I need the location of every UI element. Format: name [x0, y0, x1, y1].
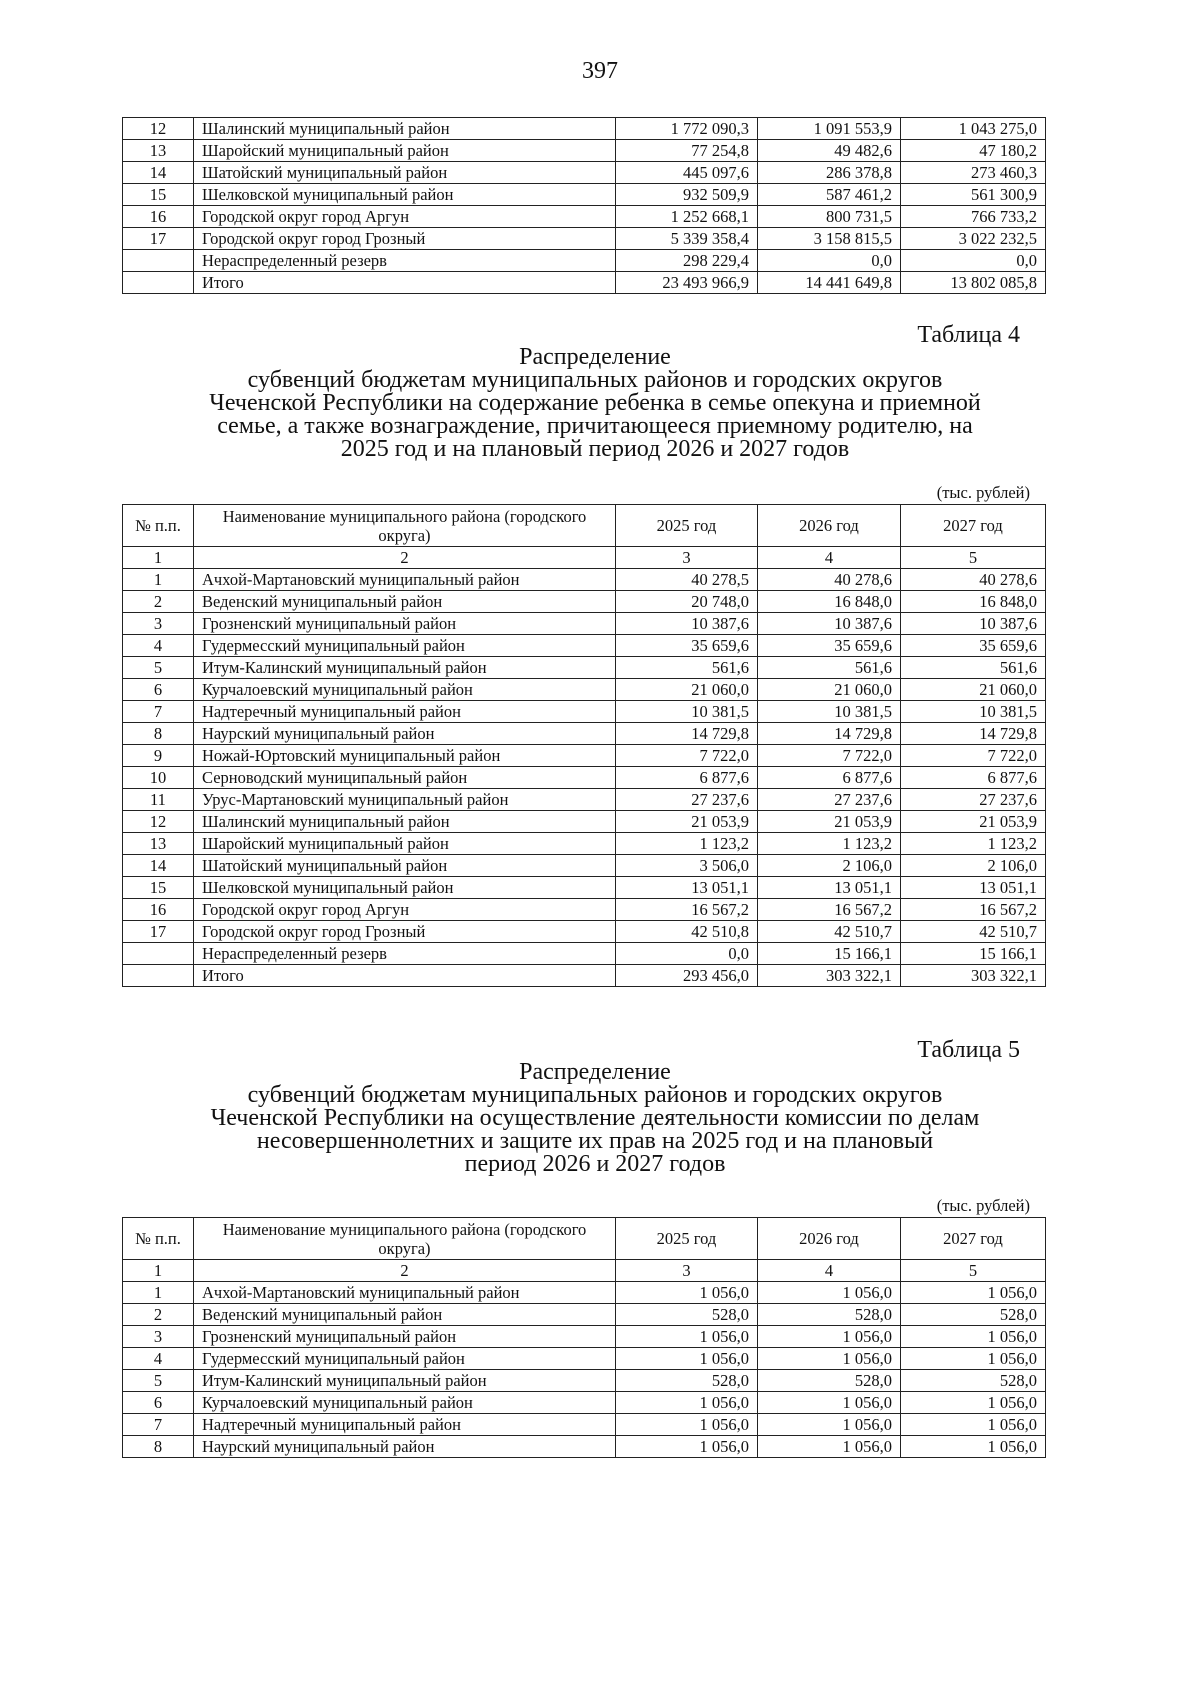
- header-name: Наименование муниципального района (городского округа): [194, 1218, 616, 1260]
- cell-y2026: 40 278,6: [758, 569, 901, 591]
- cell-y2026: 10 387,6: [758, 613, 901, 635]
- cell-name: Урус-Мартановский муниципальный район: [194, 789, 616, 811]
- header-y2025: 2025 год: [616, 505, 758, 547]
- cell-no: 3: [123, 1326, 194, 1348]
- cell-y2025: 1 056,0: [616, 1392, 758, 1414]
- cell-y2025: 27 237,6: [616, 789, 758, 811]
- cell-y2027: 273 460,3: [901, 162, 1046, 184]
- cell-y2025: 7 722,0: [616, 745, 758, 767]
- cell-no: 11: [123, 789, 194, 811]
- cell-y2027: 3 022 232,5: [901, 228, 1046, 250]
- cell-y2025: 528,0: [616, 1304, 758, 1326]
- cell-no: 15: [123, 184, 194, 206]
- cell-name: Шаройский муниципальный район: [194, 833, 616, 855]
- table-4: [122, 504, 1046, 987]
- cell-name: Ножай-Юртовский муниципальный район: [194, 745, 616, 767]
- cell-y2026: 16 567,2: [758, 899, 901, 921]
- cell-y2027: 1 056,0: [901, 1326, 1046, 1348]
- table-row: [123, 1348, 1046, 1370]
- cell-y2027: 47 180,2: [901, 140, 1046, 162]
- table-row: [123, 657, 1046, 679]
- table-row: [123, 701, 1046, 723]
- cell-name: Курчалоевский муниципальный район: [194, 1392, 616, 1414]
- cell-no: 16: [123, 206, 194, 228]
- cell-y2027: 1 056,0: [901, 1282, 1046, 1304]
- cell-y2027: 303 322,1: [901, 965, 1046, 987]
- cell-name: Надтеречный муниципальный район: [194, 701, 616, 723]
- cell-y2026: 49 482,6: [758, 140, 901, 162]
- column-index-row: [123, 1260, 1046, 1282]
- cell-y2026: 528,0: [758, 1304, 901, 1326]
- cell-y2027: 7 722,0: [901, 745, 1046, 767]
- cell-y2027: 2 106,0: [901, 855, 1046, 877]
- cell-no: 4: [123, 635, 194, 657]
- table-row: [123, 635, 1046, 657]
- cell-name: Городской округ город Грозный: [194, 921, 616, 943]
- cell-no: 5: [123, 657, 194, 679]
- cell-y2025: 1 056,0: [616, 1348, 758, 1370]
- cell-y2027: 10 387,6: [901, 613, 1046, 635]
- cell-y2025: 6 877,6: [616, 767, 758, 789]
- cell-y2027: 16 848,0: [901, 591, 1046, 613]
- table-row: [123, 162, 1046, 184]
- cell-y2026: 10 381,5: [758, 701, 901, 723]
- header-row: [123, 1218, 1046, 1260]
- column-index: 5: [901, 547, 1046, 569]
- table-4-label: Таблица 4: [917, 322, 1020, 348]
- table-row: [123, 206, 1046, 228]
- cell-y2027: 35 659,6: [901, 635, 1046, 657]
- table-row: [123, 569, 1046, 591]
- cell-no: 12: [123, 811, 194, 833]
- table-5-label: Таблица 5: [917, 1037, 1020, 1063]
- cell-y2026: 800 731,5: [758, 206, 901, 228]
- cell-no: 14: [123, 855, 194, 877]
- table-row: [123, 228, 1046, 250]
- cell-name: Серноводский муниципальный район: [194, 767, 616, 789]
- cell-y2025: 298 229,4: [616, 250, 758, 272]
- table-row: [123, 1304, 1046, 1326]
- cell-y2026: 13 051,1: [758, 877, 901, 899]
- cell-y2025: 0,0: [616, 943, 758, 965]
- cell-name: Городской округ город Аргун: [194, 206, 616, 228]
- cell-name: Городской округ город Грозный: [194, 228, 616, 250]
- cell-y2025: 932 509,9: [616, 184, 758, 206]
- table-row: [123, 899, 1046, 921]
- column-index-row: [123, 547, 1046, 569]
- table-row: [123, 855, 1046, 877]
- table-4-title: Распределение субвенций бюджетам муниципальных районов и городских округов Чеченской Республики на содержание ребенка в семье опекуна и приемной семье, а также вознаграждение, причитающееся приемному родителю, на 2025 год и на плановый период 2026 и 2027 годов: [209, 344, 981, 462]
- cell-name: Надтеречный муниципальный район: [194, 1414, 616, 1436]
- table-3-continued: [122, 117, 1046, 294]
- cell-no: 8: [123, 723, 194, 745]
- column-index: 1: [123, 547, 194, 569]
- cell-no: 13: [123, 833, 194, 855]
- cell-no: [123, 965, 194, 987]
- cell-y2026: 1 056,0: [758, 1436, 901, 1458]
- cell-no: 2: [123, 1304, 194, 1326]
- cell-no: 3: [123, 613, 194, 635]
- cell-name: Шатойский муниципальный район: [194, 162, 616, 184]
- cell-y2025: 1 252 668,1: [616, 206, 758, 228]
- cell-y2025: 21 053,9: [616, 811, 758, 833]
- header-name: Наименование муниципального района (городского округа): [194, 505, 616, 547]
- cell-y2026: 1 091 553,9: [758, 118, 901, 140]
- cell-no: 4: [123, 1348, 194, 1370]
- cell-name: Гудермесский муниципальный район: [194, 1348, 616, 1370]
- cell-y2025: 445 097,6: [616, 162, 758, 184]
- cell-y2025: 10 381,5: [616, 701, 758, 723]
- cell-no: 13: [123, 140, 194, 162]
- cell-y2027: 1 056,0: [901, 1436, 1046, 1458]
- table-row: [123, 745, 1046, 767]
- cell-y2025: 5 339 358,4: [616, 228, 758, 250]
- table-row: [123, 1436, 1046, 1458]
- cell-name: Ачхой-Мартановский муниципальный район: [194, 569, 616, 591]
- table-row: [123, 1392, 1046, 1414]
- header-no: № п.п.: [123, 1218, 194, 1260]
- cell-y2025: 21 060,0: [616, 679, 758, 701]
- cell-y2026: 1 056,0: [758, 1392, 901, 1414]
- cell-y2026: 0,0: [758, 250, 901, 272]
- cell-y2026: 1 056,0: [758, 1326, 901, 1348]
- cell-y2026: 21 060,0: [758, 679, 901, 701]
- table-5-units: (тыс. рублей): [936, 1196, 1030, 1215]
- cell-y2025: 42 510,8: [616, 921, 758, 943]
- cell-y2027: 528,0: [901, 1370, 1046, 1392]
- table-row: [123, 118, 1046, 140]
- cell-y2025: 20 748,0: [616, 591, 758, 613]
- cell-y2027: 42 510,7: [901, 921, 1046, 943]
- header-row: [123, 505, 1046, 547]
- cell-y2025: 1 056,0: [616, 1414, 758, 1436]
- cell-y2025: 16 567,2: [616, 899, 758, 921]
- column-index: 3: [616, 547, 758, 569]
- cell-y2026: 42 510,7: [758, 921, 901, 943]
- table-row: [123, 723, 1046, 745]
- column-index: 5: [901, 1260, 1046, 1282]
- cell-no: 8: [123, 1436, 194, 1458]
- cell-name: Итого: [194, 272, 616, 294]
- page-number: 397: [582, 58, 618, 84]
- cell-name: Грозненский муниципальный район: [194, 1326, 616, 1348]
- cell-y2026: 1 056,0: [758, 1282, 901, 1304]
- cell-no: 2: [123, 591, 194, 613]
- cell-y2025: 528,0: [616, 1370, 758, 1392]
- cell-y2025: 14 729,8: [616, 723, 758, 745]
- cell-y2026: 1 056,0: [758, 1414, 901, 1436]
- cell-y2027: 1 056,0: [901, 1414, 1046, 1436]
- cell-name: Наурский муниципальный район: [194, 723, 616, 745]
- header-no: № п.п.: [123, 505, 194, 547]
- cell-y2025: 1 056,0: [616, 1326, 758, 1348]
- table-row: [123, 184, 1046, 206]
- cell-name: Нераспределенный резерв: [194, 943, 616, 965]
- cell-no: [123, 250, 194, 272]
- cell-y2027: 10 381,5: [901, 701, 1046, 723]
- table-row: [123, 767, 1046, 789]
- cell-y2025: 1 123,2: [616, 833, 758, 855]
- cell-name: Городской округ город Аргун: [194, 899, 616, 921]
- table-4-units: (тыс. рублей): [936, 483, 1030, 502]
- table-row: [123, 679, 1046, 701]
- cell-y2027: 13 051,1: [901, 877, 1046, 899]
- table-row: [123, 140, 1046, 162]
- cell-y2027: 1 123,2: [901, 833, 1046, 855]
- column-index: 3: [616, 1260, 758, 1282]
- table-row: [123, 943, 1046, 965]
- cell-y2027: 6 877,6: [901, 767, 1046, 789]
- column-index: 2: [194, 547, 616, 569]
- cell-name: Нераспределенный резерв: [194, 250, 616, 272]
- header-y2027: 2027 год: [901, 1218, 1046, 1260]
- header-y2025: 2025 год: [616, 1218, 758, 1260]
- cell-y2027: 1 056,0: [901, 1348, 1046, 1370]
- cell-y2026: 15 166,1: [758, 943, 901, 965]
- table-row: [123, 591, 1046, 613]
- cell-y2026: 1 056,0: [758, 1348, 901, 1370]
- cell-no: 12: [123, 118, 194, 140]
- cell-name: Шатойский муниципальный район: [194, 855, 616, 877]
- cell-name: Гудермесский муниципальный район: [194, 635, 616, 657]
- cell-no: 1: [123, 1282, 194, 1304]
- cell-name: Шелковской муниципальный район: [194, 184, 616, 206]
- cell-y2027: 0,0: [901, 250, 1046, 272]
- column-index: 4: [758, 1260, 901, 1282]
- cell-no: 6: [123, 1392, 194, 1414]
- cell-y2027: 16 567,2: [901, 899, 1046, 921]
- cell-y2025: 1 056,0: [616, 1436, 758, 1458]
- cell-y2026: 35 659,6: [758, 635, 901, 657]
- table-row: [123, 811, 1046, 833]
- cell-y2026: 587 461,2: [758, 184, 901, 206]
- cell-y2026: 2 106,0: [758, 855, 901, 877]
- cell-name: Наурский муниципальный район: [194, 1436, 616, 1458]
- cell-y2027: 27 237,6: [901, 789, 1046, 811]
- cell-name: Курчалоевский муниципальный район: [194, 679, 616, 701]
- cell-no: [123, 943, 194, 965]
- column-index: 1: [123, 1260, 194, 1282]
- table-5: [122, 1217, 1046, 1458]
- cell-name: Итум-Калинский муниципальный район: [194, 1370, 616, 1392]
- cell-name: Веденский муниципальный район: [194, 1304, 616, 1326]
- cell-name: Итум-Калинский муниципальный район: [194, 657, 616, 679]
- cell-y2027: 21 060,0: [901, 679, 1046, 701]
- cell-no: 17: [123, 228, 194, 250]
- header-y2026: 2026 год: [758, 1218, 901, 1260]
- table-row: [123, 1282, 1046, 1304]
- cell-y2027: 14 729,8: [901, 723, 1046, 745]
- cell-y2027: 561,6: [901, 657, 1046, 679]
- cell-y2025: 13 051,1: [616, 877, 758, 899]
- cell-y2026: 561,6: [758, 657, 901, 679]
- cell-y2027: 1 056,0: [901, 1392, 1046, 1414]
- cell-y2025: 1 056,0: [616, 1282, 758, 1304]
- cell-name: Веденский муниципальный район: [194, 591, 616, 613]
- cell-no: 17: [123, 921, 194, 943]
- table-row: [123, 250, 1046, 272]
- cell-no: 15: [123, 877, 194, 899]
- cell-y2026: 21 053,9: [758, 811, 901, 833]
- cell-y2027: 21 053,9: [901, 811, 1046, 833]
- cell-y2025: 40 278,5: [616, 569, 758, 591]
- cell-no: 1: [123, 569, 194, 591]
- cell-y2027: 766 733,2: [901, 206, 1046, 228]
- cell-name: Шаройский муниципальный район: [194, 140, 616, 162]
- table-row: [123, 613, 1046, 635]
- column-index: 4: [758, 547, 901, 569]
- column-index: 2: [194, 1260, 616, 1282]
- cell-y2026: 303 322,1: [758, 965, 901, 987]
- cell-y2027: 561 300,9: [901, 184, 1046, 206]
- cell-y2025: 35 659,6: [616, 635, 758, 657]
- cell-y2025: 1 772 090,3: [616, 118, 758, 140]
- table-5-title: Распределение субвенций бюджетам муниципальных районов и городских округов Чеченской Республики на осуществление деятельности комиссии по делам несовершеннолетних и защите их прав на 2025 год и на плановый период 2026 и 2027 годов: [210, 1059, 980, 1177]
- cell-no: 6: [123, 679, 194, 701]
- cell-y2027: 15 166,1: [901, 943, 1046, 965]
- cell-y2026: 14 729,8: [758, 723, 901, 745]
- cell-y2026: 1 123,2: [758, 833, 901, 855]
- cell-no: 9: [123, 745, 194, 767]
- cell-no: 7: [123, 1414, 194, 1436]
- cell-y2026: 27 237,6: [758, 789, 901, 811]
- cell-y2027: 1 043 275,0: [901, 118, 1046, 140]
- cell-y2027: 528,0: [901, 1304, 1046, 1326]
- cell-name: Шалинский муниципальный район: [194, 811, 616, 833]
- table-row: [123, 833, 1046, 855]
- cell-y2025: 10 387,6: [616, 613, 758, 635]
- table-row: [123, 965, 1046, 987]
- cell-no: 5: [123, 1370, 194, 1392]
- cell-y2027: 40 278,6: [901, 569, 1046, 591]
- cell-y2026: 14 441 649,8: [758, 272, 901, 294]
- cell-y2026: 3 158 815,5: [758, 228, 901, 250]
- table-row: [123, 1326, 1046, 1348]
- cell-no: 7: [123, 701, 194, 723]
- cell-y2025: 3 506,0: [616, 855, 758, 877]
- cell-y2027: 13 802 085,8: [901, 272, 1046, 294]
- cell-y2026: 528,0: [758, 1370, 901, 1392]
- header-y2026: 2026 год: [758, 505, 901, 547]
- cell-name: Итого: [194, 965, 616, 987]
- cell-name: Шалинский муниципальный район: [194, 118, 616, 140]
- cell-y2026: 7 722,0: [758, 745, 901, 767]
- table-row: [123, 272, 1046, 294]
- cell-name: Шелковской муниципальный район: [194, 877, 616, 899]
- cell-name: Грозненский муниципальный район: [194, 613, 616, 635]
- table-row: [123, 921, 1046, 943]
- cell-no: 10: [123, 767, 194, 789]
- cell-y2025: 23 493 966,9: [616, 272, 758, 294]
- table-row: [123, 877, 1046, 899]
- cell-no: [123, 272, 194, 294]
- cell-no: 14: [123, 162, 194, 184]
- table-row: [123, 1414, 1046, 1436]
- cell-y2026: 6 877,6: [758, 767, 901, 789]
- table-row: [123, 789, 1046, 811]
- cell-y2026: 286 378,8: [758, 162, 901, 184]
- cell-no: 16: [123, 899, 194, 921]
- cell-name: Ачхой-Мартановский муниципальный район: [194, 1282, 616, 1304]
- cell-y2026: 16 848,0: [758, 591, 901, 613]
- cell-y2025: 77 254,8: [616, 140, 758, 162]
- cell-y2025: 293 456,0: [616, 965, 758, 987]
- cell-y2025: 561,6: [616, 657, 758, 679]
- table-row: [123, 1370, 1046, 1392]
- header-y2027: 2027 год: [901, 505, 1046, 547]
